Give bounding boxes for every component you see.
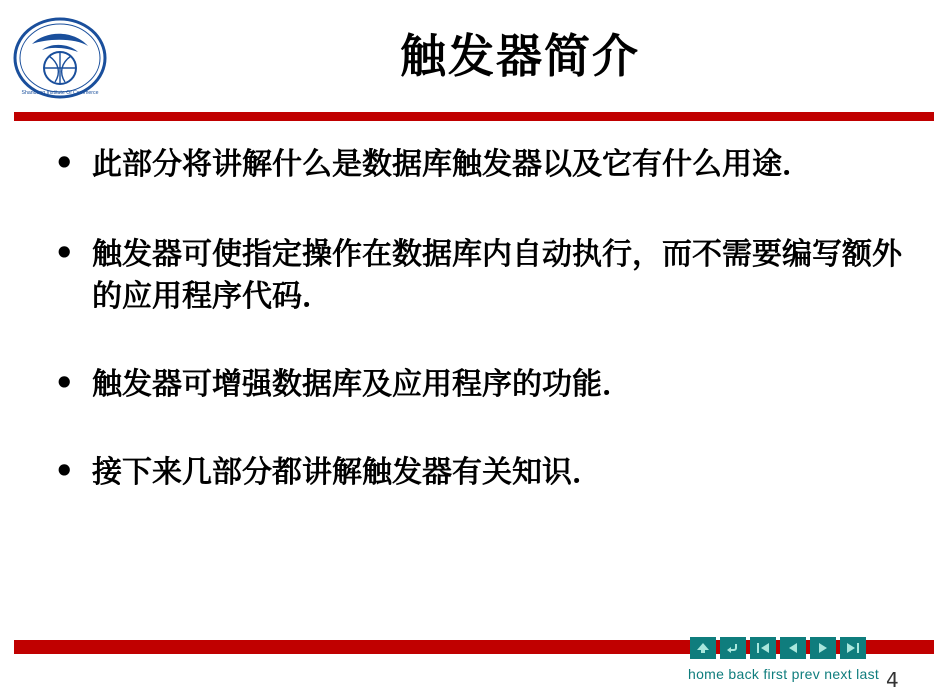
nav-last-button[interactable] [840, 637, 866, 659]
page-title: 触发器简介 [400, 29, 640, 83]
nav-prev-button[interactable] [780, 637, 806, 659]
slide-body [40, 136, 910, 616]
page-number: 4 [886, 668, 899, 692]
nav-home-button[interactable] [690, 637, 716, 659]
bullet-item: • 接下来几部分都讲解触发器有关知识． [40, 452, 910, 494]
bullet-item: • 此部分将讲解什么是数据库触发器以及它有什么用途． [40, 144, 910, 186]
slide-header [0, 0, 950, 120]
slide-navigation[interactable] [690, 636, 890, 660]
logo-caption: Shandong Institute Of Commerce [21, 90, 99, 96]
nav-next-button[interactable] [810, 637, 836, 659]
header-divider [14, 112, 934, 121]
nav-labels[interactable]: home back first prev next last [688, 666, 880, 682]
bullet-item: • 触发器可增强数据库及应用程序的功能． [40, 364, 910, 406]
nav-back-button[interactable] [720, 637, 746, 659]
nav-first-button[interactable] [750, 637, 776, 659]
bullet-item: • 触发器可使指定操作在数据库内自动执行，而不需要编写额外的应用程序代码． [40, 234, 910, 318]
institution-logo [12, 16, 108, 100]
